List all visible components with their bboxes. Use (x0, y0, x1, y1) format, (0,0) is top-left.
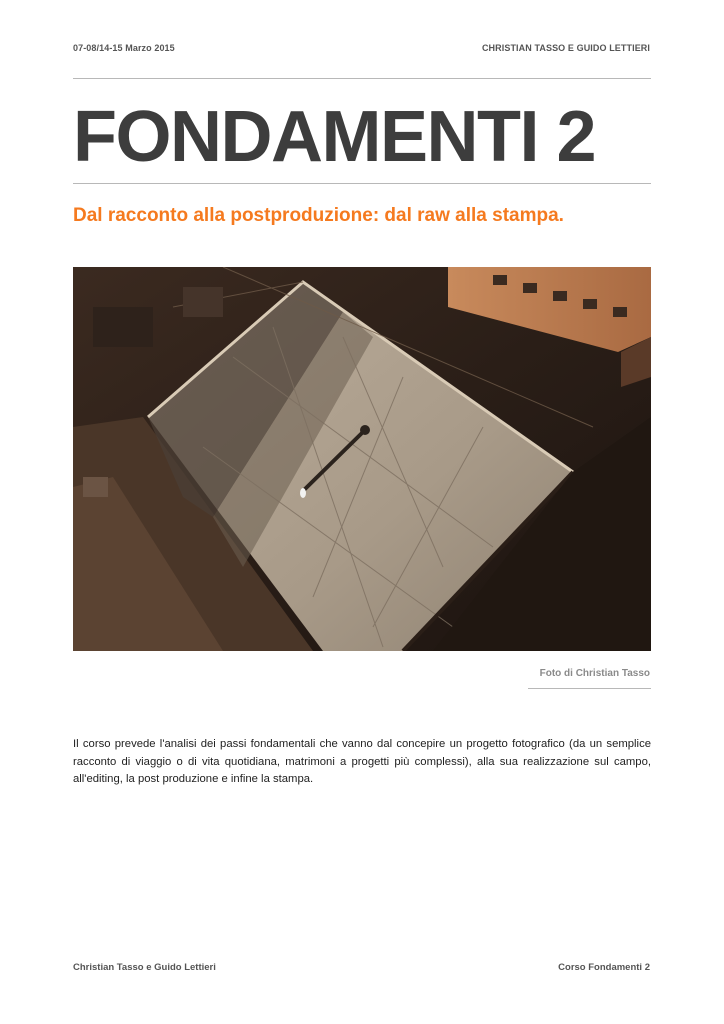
page-title: FONDAMENTI 2 (73, 97, 595, 177)
title-divider (73, 183, 651, 184)
page-subtitle: Dal racconto alla postproduzione: dal raw alla stampa. (73, 205, 564, 226)
body-paragraph: Il corso prevede l'analisi dei passi fondamentali che vanno dal concepire un progetto fotografico (da un semplice racconto di viaggio o di vita quotidiana, matrimoni a progetti più complessi), alla sua realizzazione sul campo, all'editing, la post produzione e infine la stampa. (73, 738, 651, 785)
header-authors: CHRISTIAN TASSO E GUIDO LETTIERI (481, 43, 650, 53)
rooftop-photo (73, 267, 651, 651)
top-divider (73, 78, 651, 79)
footer-authors: Christian Tasso e Guido Lettieri (73, 962, 216, 973)
caption-divider (528, 688, 651, 689)
header-date: 07-08/14-15 Marzo 2015 (73, 43, 175, 53)
photo-caption: Foto di Christian Tasso (539, 668, 650, 679)
footer-course: Corso Fondamenti 2 (558, 962, 650, 973)
